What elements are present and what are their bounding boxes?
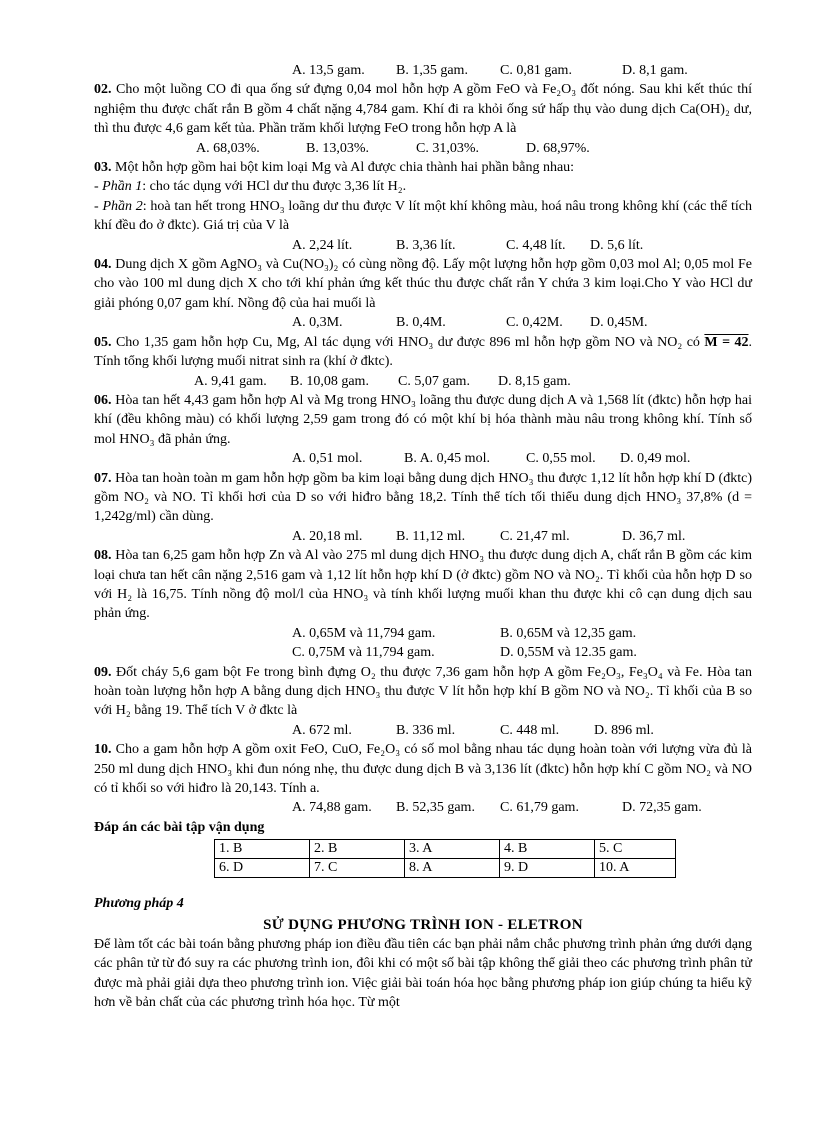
answer-cell: 4. B xyxy=(500,840,595,859)
q03-part1-label: Phần 1 xyxy=(102,179,143,195)
q05-options xyxy=(194,372,752,391)
q03-option-b: B. 3,36 lít. xyxy=(396,237,456,253)
q05-option-a: A. 9,41 gam. xyxy=(194,373,267,389)
q08-option-b: B. 0,65M và 12,35 gam. xyxy=(500,625,637,641)
q02-option-b: B. 13,03%. xyxy=(306,140,369,156)
method-heading: SỬ DỤNG PHƯƠNG TRÌNH ION - ELETRON xyxy=(263,916,583,933)
document-content xyxy=(94,61,752,1013)
answers-table xyxy=(214,839,676,878)
q03-number: 03. xyxy=(94,160,112,176)
q05-body: Cho 1,35 gam hỗn hợp Cu, Mg, Al tác dụng với HNO₃ dư được 896 ml hỗn hợp gồm NO và NO₂ có xyxy=(115,334,700,350)
answer-cell: 3. A xyxy=(405,840,500,859)
q09-number: 09. xyxy=(94,664,112,680)
q06-body: Hòa tan hết 4,43 gam hỗn hợp Al và Mg trong HNO₃ loãng thu được dung dịch A và 1,568 lít (đktc) hỗn hợp hai khí (đều không màu) có khối lượng 2,59 gam trong đó có một khí bị hóa thành màu nâu trong không khí. Tính số mol HNO₃ đã phản ứng. xyxy=(94,392,752,447)
q03-part2-text: : hoà tan hết trong HNO₃ loãng dư thu được V lít một khí không màu, hoá nâu trong không khí (các thể tích khí đều đo ở đktc). Giá trị của V là xyxy=(94,198,752,234)
q02-option-d: D. 68,97%. xyxy=(526,140,590,156)
q02-option-a: A. 68,03%. xyxy=(196,140,260,156)
q01-option-d: D. 8,1 gam. xyxy=(622,63,688,78)
q03-part2-label: Phần 2 xyxy=(102,198,143,214)
q02-option-c: C. 31,03%. xyxy=(416,140,479,156)
q07-option-c: C. 21,47 ml. xyxy=(500,528,570,544)
q01-option-b: B. 1,35 gam. xyxy=(396,63,468,78)
q10-body: Cho a gam hỗn hợp A gồm oxit FeO, CuO, Fe₂O₃ có số mol bằng nhau tác dụng hoàn toàn với lượng vừa đủ là 250 ml dung dịch HNO₃ khi đun nóng nhẹ, thu được dung dịch B và 3,136 lít (đktc) hỗn hợp khí C gồm NO₂ và NO có tỉ khối so với hiđro là 20,143. Tính a. xyxy=(94,742,752,797)
q10-option-b: B. 52,35 gam. xyxy=(396,800,475,816)
q06-option-c: C. 0,55 mol. xyxy=(526,451,596,467)
q07-text xyxy=(94,469,752,527)
q04-number: 04. xyxy=(94,257,112,273)
q06-option-a: A. 0,51 mol. xyxy=(292,451,363,467)
q10-options xyxy=(292,798,752,817)
q08-options xyxy=(292,624,752,663)
q01-option-a: A. 13,5 gam. xyxy=(292,63,365,78)
q04-option-a: A. 0,3M. xyxy=(292,315,343,331)
q04-option-d: D. 0,45M. xyxy=(590,315,648,331)
q02-text xyxy=(94,80,752,138)
q08-body: Hòa tan 6,25 gam hỗn hợp Zn và Al vào 275 ml dung dịch HNO₃ thu được dung dịch A, chất rắn B gồm các kim loại chưa tan hết cân nặng 2,516 gam và 1,12 lít hỗn hợp khí D (ở đktc) gồm NO và NO₂. Tỉ khối của hỗn hợp D so với H₂ là 16,75. Tính nồng độ mol/l của HNO₃ và tính khối lượng muối khan thu được khi cô cạn dung dịch sau phản ứng. xyxy=(94,548,752,622)
q05-text xyxy=(94,333,752,372)
q01-options xyxy=(292,61,752,80)
q03-option-c: C. 4,48 lít. xyxy=(506,237,566,253)
q06-text xyxy=(94,391,752,449)
q05-option-d: D. 8,15 gam. xyxy=(498,373,571,389)
q03-option-a: A. 2,24 lít. xyxy=(292,237,353,253)
q07-option-a: A. 20,18 ml. xyxy=(292,528,363,544)
q04-body: Dung dịch X gồm AgNO₃ và Cu(NO₃)₂ có cùng nồng độ. Lấy một lượng hỗn hợp gồm 0,03 mol Al; 0,05 mol Fe cho vào 100 ml dung dịch X cho tới khí phản ứng kết thúc thu được chất rắn Y chứa 3 kim loại.Cho Y vào HCl dư giải phóng 0,07 gam khí. Nồng độ của hai muối là xyxy=(94,257,753,311)
q03-text xyxy=(94,158,752,177)
q09-body: Đốt cháy 5,6 gam bột Fe trong bình đựng O₂ thu được 7,36 gam hỗn hợp A gồm Fe₂O₃, Fe₃O₄ và Fe. Hòa tan hoàn toàn lượng hỗn hợp A bằng dung dịch HNO₃ thu được V lít hỗn hợp khí B gồm NO và NO₂. Tỉ khối của B so với H₂ bằng 19. Thể tích V ở đktc là xyxy=(94,664,752,719)
q08-option-a: A. 0,65M và 11,794 gam. xyxy=(292,625,436,641)
answers-title: Đáp án các bài tập vận dụng xyxy=(94,819,265,835)
q04-options xyxy=(292,313,752,332)
q10-option-c: C. 61,79 gam. xyxy=(500,800,579,816)
q10-text xyxy=(94,740,752,798)
answer-cell: 7. C xyxy=(310,859,405,878)
q03-part2: - Phần 2: hoà tan hết trong HNO₃ loãng dư thu được V lít một khí không màu, hoá nâu trong không khí (các thể tích khí đều đo ở đktc). Giá trị của V là xyxy=(94,198,752,234)
q08-text xyxy=(94,546,752,624)
table-row xyxy=(215,840,676,859)
q01-option-c: C. 0,81 gam. xyxy=(500,63,572,78)
answer-cell: 6. D xyxy=(215,859,310,878)
answer-cell: 9. D xyxy=(500,859,595,878)
q08-option-d: D. 0,55M và 12.35 gam. xyxy=(500,645,637,661)
q05-body-2: . Tính tổng khối lượng muối nitrat sinh ra (khí ở đktc). xyxy=(94,334,753,370)
q07-body: Hòa tan hoàn toàn m gam hỗn hợp gồm ba kim loại bằng dung dịch HNO₃ thu được 1,12 lít hỗn hợp khí D (đktc) gồm NO₂ và NO. Tỉ khối hơi của D so với hiđro bằng 18,2. Tính thể tích tối thiểu dung dịch HNO₃ 37,8% (d = 1,242g/ml) cần dùng. xyxy=(94,470,752,525)
q07-number: 07. xyxy=(94,470,112,486)
q05-option-c: C. 5,07 gam. xyxy=(398,373,470,389)
q02-body: Cho một luồng CO đi qua ống sứ đựng 0,04 mol hỗn hợp A gồm FeO và Fe₂O₃ đốt nóng. Sau khi kết thúc thí nghiệm thu được chất rắn B gồm 4 chất nặng 4,784 gam. Khí đi ra khỏi ống sứ hấp thụ vào dung dịch Ca(OH)₂ dư, thì thu được 4,6 gam kết tủa. Phần trăm khối lượng FeO trong hỗn hợp A là xyxy=(94,82,752,137)
table-row xyxy=(215,859,676,878)
q08-option-c: C. 0,75M và 11,794 gam. xyxy=(292,645,435,661)
q06-options xyxy=(292,449,752,468)
q03-part1-text: : cho tác dụng với HCl dư thu được 3,36 lít H₂. xyxy=(142,179,407,195)
answer-cell: 1. B xyxy=(215,840,310,859)
q02-number: 02. xyxy=(94,82,112,98)
q03-options xyxy=(292,236,752,255)
q03-part1: - Phần 1: cho tác dụng với HCl dư thu được 3,36 lít H₂. xyxy=(94,179,407,195)
q06-number: 06. xyxy=(94,392,112,408)
q07-options xyxy=(292,527,752,546)
q04-text xyxy=(94,255,752,313)
q09-option-d: D. 896 ml. xyxy=(594,722,654,738)
answer-cell: 10. A xyxy=(595,859,676,878)
answer-cell: 2. B xyxy=(310,840,405,859)
q04-option-c: C. 0,42M. xyxy=(506,315,563,331)
q03-option-d: D. 5,6 lít. xyxy=(590,237,644,253)
q07-option-d: D. 36,7 ml. xyxy=(622,528,686,544)
q10-option-d: D. 72,35 gam. xyxy=(622,800,702,816)
method-label: Phương pháp 4 xyxy=(94,896,184,912)
q04-option-b: B. 0,4M. xyxy=(396,315,446,331)
q06-option-d: D. 0,49 mol. xyxy=(620,451,691,467)
q05-molar-mass: M = 42 xyxy=(704,334,749,350)
q09-option-b: B. 336 ml. xyxy=(396,722,456,738)
q05-number: 05. xyxy=(94,334,112,350)
q09-option-c: C. 448 ml. xyxy=(500,722,560,738)
q05-option-b: B. 10,08 gam. xyxy=(290,373,369,389)
q09-text xyxy=(94,663,752,721)
answer-cell: 5. C xyxy=(595,840,676,859)
q07-option-b: B. 11,12 ml. xyxy=(396,528,466,544)
answer-cell: 8. A xyxy=(405,859,500,878)
q10-option-a: A. 74,88 gam. xyxy=(292,800,372,816)
q02-options xyxy=(196,139,752,158)
method-intro: Để làm tốt các bài toán bằng phương pháp ion điều đầu tiên các bạn phải nắm chắc phương trình phản ứng dưới dạng các phân tử từ đó suy ra các phương trình ion, đôi khi có một số bài tập không thể giải theo các phương trình phân tử được mà phải giải dựa theo phương trình ion. Việc giải bài toán hóa học bằng phương pháp ion giúp chúng ta hiểu kỹ hơn về bản chất của các phương trình hóa học. Từ một xyxy=(94,937,752,1011)
q09-option-a: A. 672 ml. xyxy=(292,722,352,738)
q09-options xyxy=(292,721,752,740)
q03-body: Một hỗn hợp gồm hai bột kim loại Mg và Al được chia thành hai phần bằng nhau: xyxy=(115,160,575,176)
q06-option-b: B. A. 0,45 mol. xyxy=(404,451,490,467)
q10-number: 10. xyxy=(94,742,112,758)
q08-number: 08. xyxy=(94,548,112,564)
